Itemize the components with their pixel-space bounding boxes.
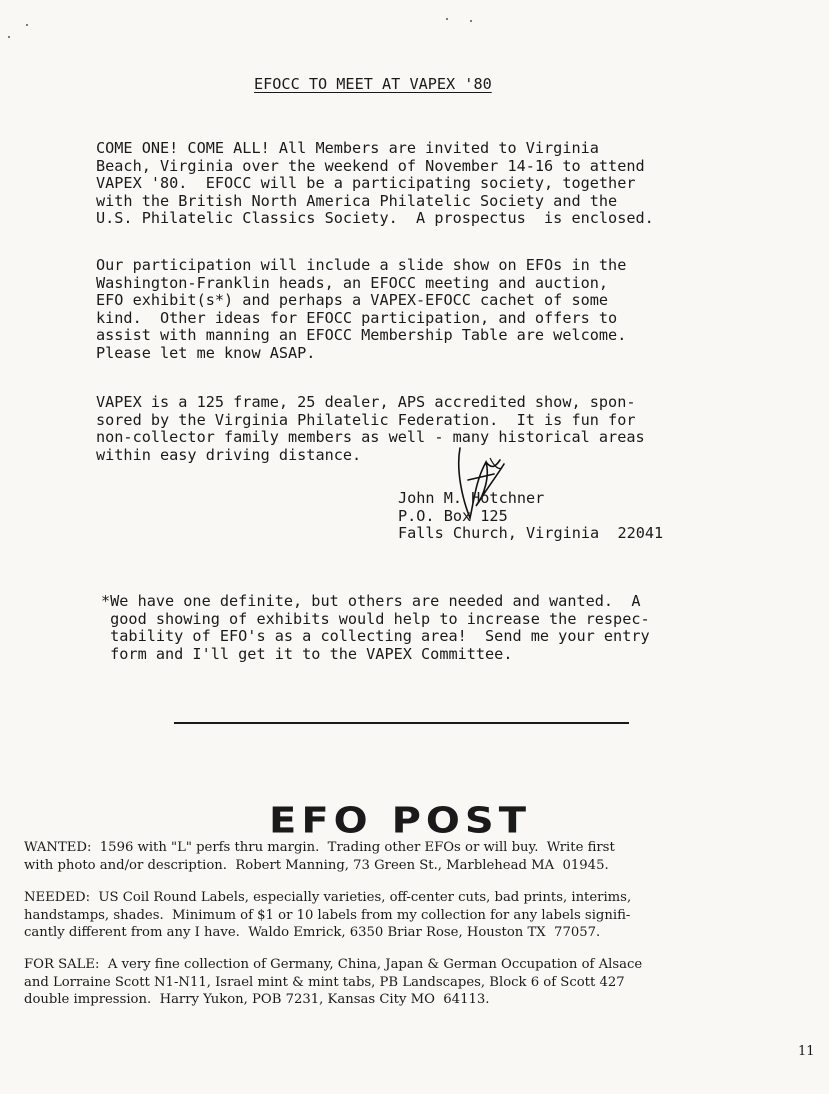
signature-city: Falls Church, Virginia 22041: [398, 524, 664, 543]
scan-speck: [470, 20, 472, 22]
ad-text: A very fine collection of Germany, China, Japan & German Occupation of Alsace and Lorraine Scott N1-N11, Israel mint & mint tabs, PB Landscapes, Block 6 of Scott 427 double impression. Harry Yukon, POB 7231, Kansas City MO 64113.: [24, 957, 643, 1007]
article-title: EFOCC TO MEET AT VAPEX '80: [254, 75, 492, 93]
ad-label: FOR SALE:: [24, 957, 100, 972]
ad-label: WANTED:: [24, 840, 92, 855]
article-paragraph: VAPEX is a 125 frame, 25 dealer, APS accredited show, spon- sored by the Virginia Philatelic Federation. It is fun for non-collector family members as well - many historical areas within easy driving distance.: [96, 393, 645, 464]
page-number: 11: [798, 1044, 815, 1059]
efo-post-heading: EFO POST: [269, 800, 531, 842]
scan-speck: [26, 24, 28, 26]
footnote: *We have one definite, but others are needed and wanted. A good showing of exhibits would help to increase the respec- tability of EFO's as a collecting area! Send me your entry form and I'll get it to the VAPEX Committee.: [101, 592, 650, 663]
signature-address: P.O. Box 125: [398, 506, 508, 525]
classified-ad-needed: [24, 889, 631, 942]
ad-label: NEEDED:: [24, 890, 91, 905]
ad-text: 1596 with "L" perfs thru margin. Trading other EFOs or will buy. Write first with photo and/or description. Robert Manning, 73 Green St., Marblehead MA 01945.: [24, 840, 615, 873]
scan-speck: [8, 36, 10, 38]
classified-ad-wanted: [24, 839, 615, 874]
article-paragraph: Our participation will include a slide show on EFOs in the Washington-Franklin heads, an EFOCC meeting and auction, EFO exhibit(s*) and perhaps a VAPEX-EFOCC cachet of some kind. Other ideas for EFOCC participation, and offers to assist with manning an EFOCC Membership Table are welcome. Please let me know ASAP.: [96, 256, 627, 362]
section-divider: [174, 722, 629, 724]
signature-name: John M. Hotchner: [398, 489, 545, 507]
article-paragraph: COME ONE! COME ALL! All Members are invited to Virginia Beach, Virginia over the weekend of November 14-16 to attend VAPEX '80. EFOCC will be a participating society, together with the British North America Philatelic Society and the U.S. Philatelic Classics Society. A prospectus is enclosed.: [96, 139, 654, 228]
classified-ad-for-sale: [24, 956, 642, 1009]
scan-speck: [446, 18, 448, 20]
ad-text: US Coil Round Labels, especially varieties, off-center cuts, bad prints, interims, handstamps, shades. Minimum of $1 or 10 labels from my collection for any labels signifi- cantly different from any I have. Waldo Emrick, 6350 Briar Rose, Houston TX 77057.: [24, 890, 632, 940]
signature-block: [398, 490, 663, 543]
